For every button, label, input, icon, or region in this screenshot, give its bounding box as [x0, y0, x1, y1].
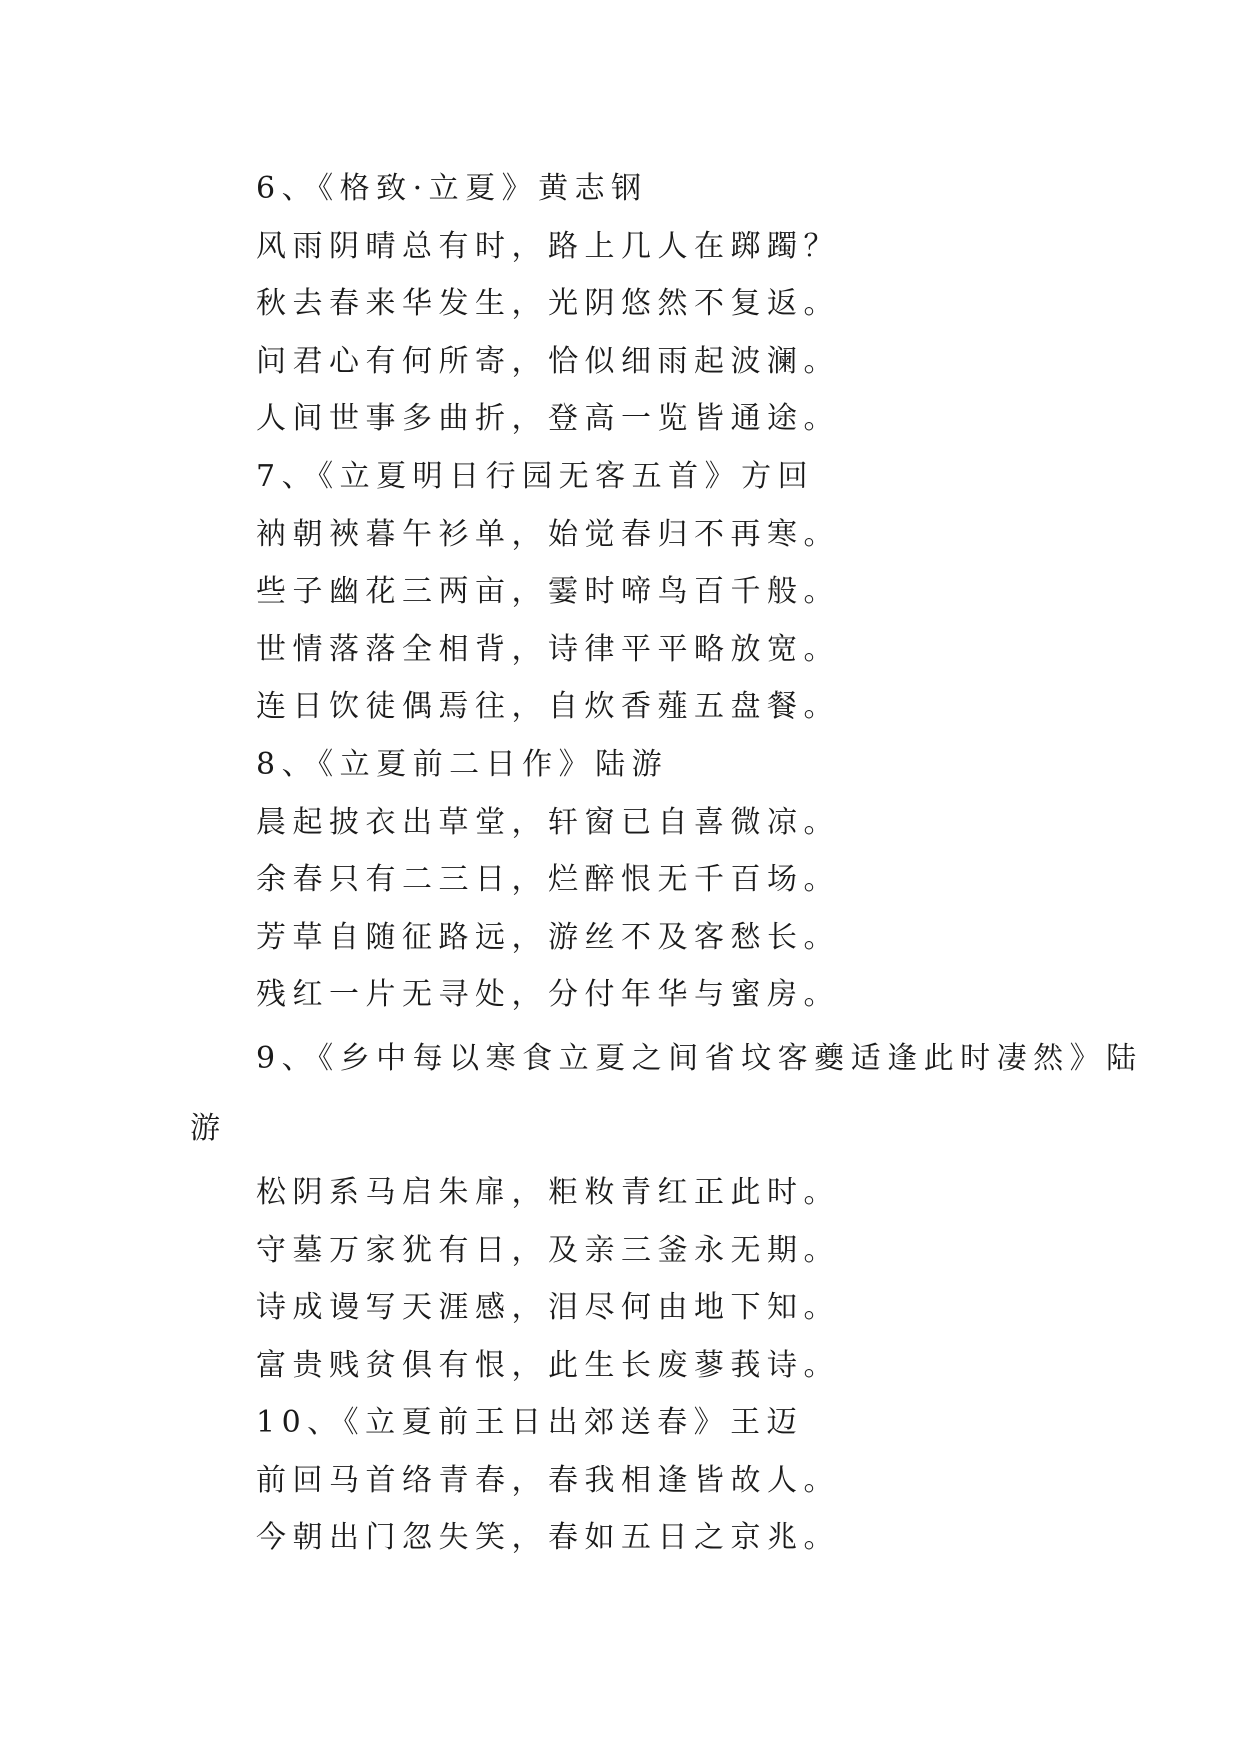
poem-title-continuation: 游 — [190, 1110, 227, 1146]
poem-line: 连日饮徒偶焉往，自炊香薤五盘餐。 — [256, 689, 840, 725]
document-body — [0, 160, 1241, 1567]
poem-line: 余春只有二三日，烂醉恨无千百场。 — [256, 862, 840, 898]
poem-title: 7、《立夏明日行园无客五首》方回 — [256, 458, 815, 494]
poem-line: 今朝出门忽失笑，春如五日之京兆。 — [256, 1520, 840, 1556]
poem-line: 富贵贱贫俱有恨，此生长废蓼莪诗。 — [256, 1347, 840, 1383]
poem-title: 8、《立夏前二日作》陆游 — [256, 746, 669, 782]
poem-title: 10、《立夏前王日出郊送春》王迈 — [256, 1405, 804, 1441]
poem-line: 世情落落全相背，诗律平平略放宽。 — [256, 631, 840, 667]
poem-line: 人间世事多曲折，登高一览皆通途。 — [256, 401, 840, 437]
poem-line: 残红一片无寻处，分付年华与蜜房。 — [256, 977, 840, 1013]
poem-line: 风雨阴晴总有时，路上几人在踯躅？ — [256, 228, 840, 264]
poem-line: 些子幽花三两亩，霎时啼鸟百千般。 — [256, 574, 840, 610]
poem-line: 守墓万家犹有日，及亲三釜永无期。 — [256, 1232, 840, 1268]
poem-title: 9、《乡中每以寒食立夏之间省坟客夔适逢此时凄然》陆 — [256, 1040, 1143, 1076]
poem-line: 晨起披衣出草堂，轩窗已自喜微凉。 — [256, 804, 840, 840]
poem-line: 问君心有何所寄，恰似细雨起波澜。 — [256, 343, 840, 379]
poem-line: 衲朝裌暮午衫单，始觉春归不再寒。 — [256, 516, 840, 552]
poem-line: 诗成谩写天涯感，泪尽何由地下知。 — [256, 1290, 840, 1326]
poem-line: 前回马首络青春，春我相逢皆故人。 — [256, 1462, 840, 1498]
poem-line: 秋去春来华发生，光阴悠然不复返。 — [256, 286, 840, 322]
poem-line: 松阴系马启朱扉，粔籹青红正此时。 — [256, 1174, 840, 1210]
poem-title: 6、《格致·立夏》黄志钢 — [256, 171, 648, 206]
poem-line: 芳草自随征路远，游丝不及客愁长。 — [256, 919, 840, 955]
